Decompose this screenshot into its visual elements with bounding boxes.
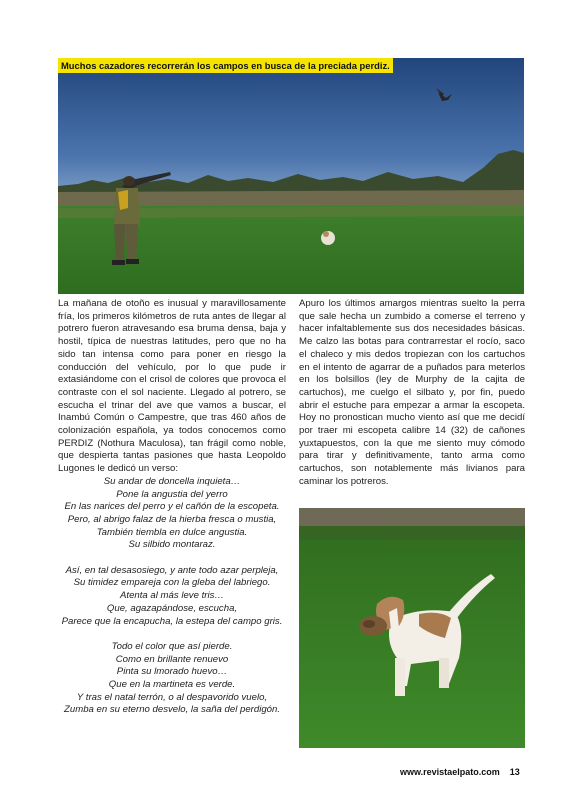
dog-in-field — [321, 231, 335, 245]
lugones-poem — [58, 476, 286, 717]
poem-line: Que, agazapándose, escucha, — [106, 602, 238, 614]
dog-retrieving-photo — [299, 508, 525, 748]
poem-line: Y tras el natal terrón, o al despavorido vuelo, — [76, 691, 268, 703]
poem-line: En las narices del perro y el cañón de la escopeta. — [64, 501, 280, 513]
magazine-website[interactable]: www.revistaelpato.com — [400, 767, 500, 777]
poem-line: Zumba en su eterno desvelo, la saña del perdigón. — [64, 704, 280, 716]
dog-retrieving-illustration — [299, 508, 525, 748]
hunting-scene-illustration — [58, 58, 524, 294]
poem-line: Todo el color que así pierde. — [111, 640, 233, 652]
poem-line: Parece que la encapucha, la estepa del campo gris. — [61, 615, 283, 627]
page-footer — [400, 767, 520, 777]
poem-line: Pero, al abrigo falaz de la hierba fresca o mustia, — [67, 513, 277, 525]
poem-line: También tiembla en dulce angustia. — [96, 526, 248, 538]
poem-line: Su silbido montaraz. — [128, 539, 216, 551]
photo-caption: Muchos cazadores recorrerán los campos en busca de la preciada perdiz. — [58, 58, 393, 73]
right-column — [299, 298, 525, 489]
hunting-scene-photo — [58, 58, 524, 294]
intro-paragraph: La mañana de otoño es inusual y maravillosamente fría, los primeros kilómetros de ruta antes de llegar al potrero fueron atravesando esa bruma densa, baja y hostil, típica de nuestras latitudes, pero que no ha sido tan intensa como para poner en riesgo la conducción del vehículo, por lo que pude ir extasiándome con el crisol de colores que provoca el contraste con el sol naciente. Llegado al potrero, se escucha el trinar del ave que vamos a buscar, el Inambú Común o Campestre, que tras 460 años de colonización española, ya todos conocemos como PERDIZ (Nothura Maculosa), tan frágil como noble, que despierta tantas pasiones que hasta Leopoldo Lugones le dedicó un verso: — [58, 298, 286, 475]
poem-line: Pone la angustia del yerro — [116, 488, 228, 500]
poem-line: Atenta al más leve tris… — [120, 590, 224, 602]
preparation-paragraph: Apuro los últimos amargos mientras suelto la perra que sale hecha un zumbido a comerse el terreno y hacer infaltablemente sus dos necesidades básicas. Me calzo las botas para contrarrestar el rocío, saco el chaleco y mis dedos tropiezan con los cartuchos en el intento de agarrar de a puñados para meterlos en los bolsillos (ley de Murphy de la cajita de cartuchos), me cuelgo el silbato y, por fin, puedo abrir el estuche para empezar a armar la escopeta. Hoy no pronostican mucho viento así que me decidí por traer mi escopeta calibre 14 (32) de cañones yuxtapuestos, con la que me siento muy cómodo para tirar y definitivamente, tanto arma como cartuchos, son notablemente más livianos para caminar los potreros. — [299, 298, 525, 487]
stanza-break — [58, 552, 286, 565]
poem-line: Pinta su lmorado huevo… — [116, 666, 228, 678]
poem-line: Que en la martineta es verde. — [108, 679, 236, 691]
poem-line: Así, en tal desasosiego, y ante todo azar perpleja, — [65, 564, 279, 576]
page-number: 13 — [509, 767, 520, 777]
stanza-break — [58, 628, 286, 641]
poem-line: Como en brillante renuevo — [115, 653, 229, 665]
poem-line: Su timidez empareja con la gleba del labriego. — [73, 577, 271, 589]
left-column — [58, 298, 286, 717]
poem-line: Su andar de doncella inquieta… — [103, 475, 241, 487]
